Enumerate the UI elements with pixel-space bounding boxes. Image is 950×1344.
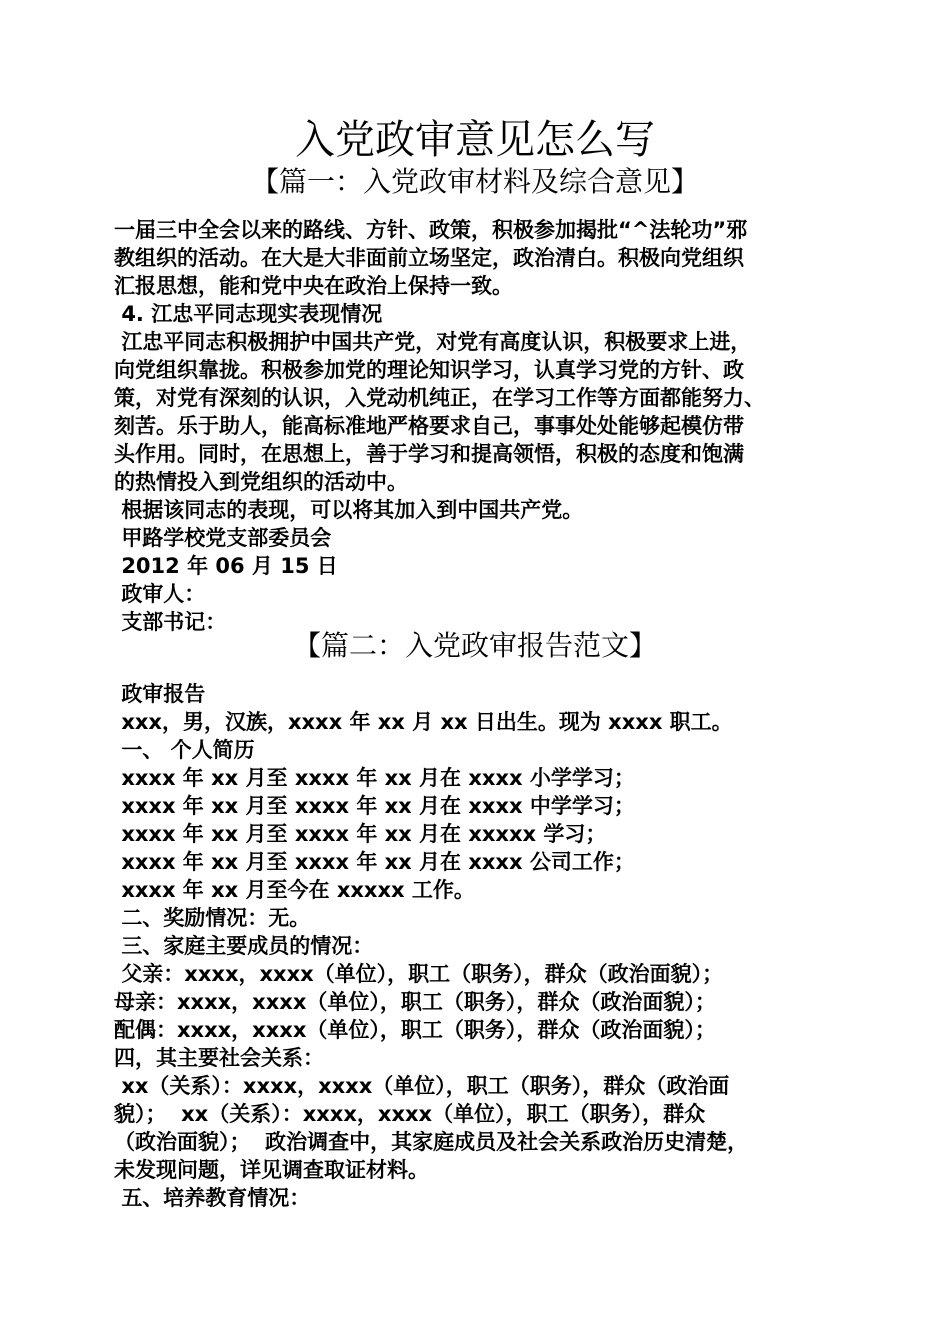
body-line: 江忠平同志积极拥护中国共产党，对党有高度认识，积极要求上进，	[114, 330, 752, 354]
body-line: 刻苦。乐于助人，能高标准地严格要求自己，事事处处能够起模仿带	[114, 414, 744, 438]
subsection-heading: 四，其主要社会关系：	[114, 1046, 324, 1070]
resume-item: xxxx 年 xx 月至 xxxx 年 xx 月在 xxxx 中学学习；	[114, 794, 635, 818]
body-line: 未发现问题，详见调查取证材料。	[114, 1158, 429, 1182]
body-line: 的热情投入到党组织的活动中。	[114, 470, 408, 494]
family-member-line: 母亲：xxxx，xxxx（单位），职工（职务），群众（政治面貌）；	[114, 990, 716, 1014]
subsection-heading: 二、奖励情况：无。	[114, 906, 311, 930]
subsection-heading: 一、 个人简历	[114, 738, 255, 762]
body-line: 教组织的活动。在大是大非面前立场坚定，政治清白。积极向党组织	[114, 246, 744, 270]
family-member-line: 配偶：xxxx，xxxx（单位），职工（职务），群众（政治面貌）；	[114, 1018, 716, 1042]
body-line: xxx，男，汉族，xxxx 年 xx 月 xx 日出生。现为 xxxx 职工。	[114, 710, 733, 734]
resume-item: xxxx 年 xx 月至 xxxx 年 xx 月在 xxxxx 学习；	[114, 822, 607, 846]
body-line: 头作用。同时，在思想上，善于学习和提高领悟，积极的态度和饱满	[114, 442, 744, 466]
section-2-heading: 【篇二：入党政审报告范文】	[292, 629, 657, 662]
subsection-heading: 五、培养教育情况：	[114, 1186, 311, 1210]
section-2-body	[114, 680, 849, 1212]
resume-item: xxxx 年 xx 月至 xxxx 年 xx 月在 xxxx 小学学习；	[114, 766, 635, 790]
body-line: 根据该同志的表现，可以将其加入到中国共产党。	[114, 498, 584, 522]
resume-item: xxxx 年 xx 月至 xxxx 年 xx 月在 xxxx 公司工作；	[114, 850, 635, 874]
subsection-heading: 三、家庭主要成员的情况：	[114, 934, 374, 958]
secretary-label: 支部书记：	[114, 610, 227, 634]
document-title: 入党政审意见怎么写	[295, 117, 655, 163]
section-1-heading: 【篇一：入党政审材料及综合意见】	[250, 165, 699, 198]
body-line: xx（关系）：xxxx，xxxx（单位），职工（职务），群众（政治面	[114, 1074, 730, 1098]
body-line: 4. 江忠平同志现实表现情况	[114, 302, 383, 326]
reviewer-label: 政审人：	[114, 582, 206, 606]
body-line: 策，对党有深刻的认识，入党动机纯正，在学习工作等方面都能努力、	[114, 386, 765, 410]
family-member-line: 父亲：xxxx，xxxx（单位），职工（职务），群众（政治面貌）；	[114, 962, 724, 986]
resume-item: xxxx 年 xx 月至今在 xxxxx 工作。	[114, 878, 475, 902]
report-title: 政审报告	[114, 682, 206, 706]
organization-name: 甲路学校党支部委员会	[114, 526, 332, 550]
body-line: 一届三中全会以来的路线、方针、政策，积极参加揭批“^法轮功”邪	[114, 218, 748, 242]
body-line: （政治面貌）； 政治调查中，其家庭成员及社会关系政治历史清楚，	[114, 1130, 749, 1154]
section-1-body	[114, 216, 849, 636]
body-line: 貌）； xx（关系）：xxxx，xxxx（单位），职工（职务），群众	[114, 1102, 706, 1126]
body-line: 向党组织靠拢。积极参加党的理论知识学习，认真学习党的方针、政	[114, 358, 744, 382]
body-line: 汇报思想，能和党中央在政治上保持一致。	[114, 274, 513, 298]
document-date: 2012 年 06 月 15 日	[114, 554, 338, 578]
